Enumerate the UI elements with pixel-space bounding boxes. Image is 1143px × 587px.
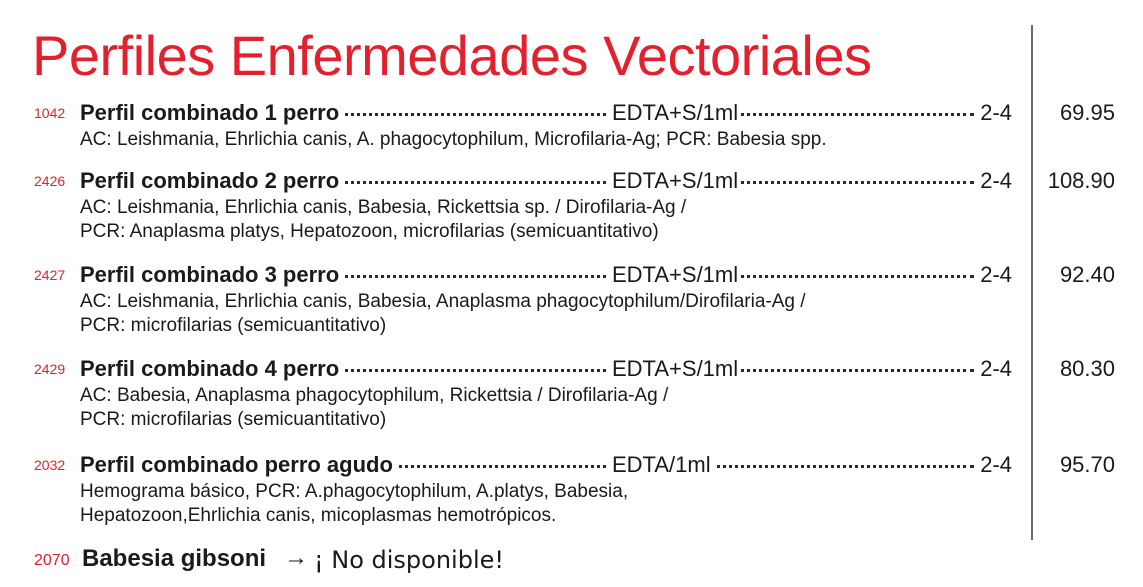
- entry-header: [34, 356, 1014, 386]
- entry-description-line: AC: Leishmania, Ehrlichia canis, A. phagocytophilum, Microfilaria-Ag; PCR: Babesia spp.: [80, 129, 827, 150]
- footer-code: 2070: [34, 552, 70, 569]
- profile-entry: [0, 168, 1143, 250]
- entry-sample: EDTA+S/1ml: [608, 262, 741, 288]
- entry-price: 108.90: [1047, 168, 1115, 193]
- entry-days: 2-4: [977, 452, 1012, 478]
- profile-entry: [0, 262, 1143, 344]
- entry-price: 95.70: [1059, 452, 1115, 477]
- entry-code: 2032: [34, 457, 66, 473]
- entry-description-line: AC: Leishmania, Ehrlichia canis, Babesia, Anaplasma phagocytophilum/Dirofilaria-Ag /: [80, 291, 806, 312]
- profile-entry: [0, 452, 1143, 534]
- entry-description-line: PCR: Anaplasma platys, Hepatozoon, microfilarias (semicuantitativo): [80, 221, 659, 242]
- footer-note: ¡ No disponible!: [314, 546, 505, 574]
- entry-code: 2427: [34, 267, 66, 283]
- entry-description-line: PCR: microfilarias (semicuantitativo): [80, 315, 387, 336]
- entry-header: [34, 262, 1014, 292]
- profile-entry: [0, 100, 1143, 158]
- entry-name: Perfil combinado perro agudo: [80, 452, 396, 478]
- entry-code: 1042: [34, 105, 66, 121]
- entry-sample: EDTA+S/1ml: [608, 356, 741, 382]
- entry-name: Perfil combinado 4 perro: [80, 356, 342, 382]
- entry-price: 69.95: [1059, 100, 1115, 125]
- entry-name: Perfil combinado 3 perro: [80, 262, 342, 288]
- entry-days: 2-4: [977, 168, 1012, 194]
- entry-code: 2429: [34, 361, 66, 377]
- entry-description-line: Hepatozoon,Ehrlichia canis, micoplasmas hemotrópicos.: [80, 505, 557, 526]
- page-title: Perfiles Enfermedades Vectoriales: [32, 24, 872, 87]
- entry-days: 2-4: [977, 100, 1012, 126]
- entry-description: [80, 196, 686, 244]
- entry-sample: EDTA+S/1ml: [608, 100, 741, 126]
- entry-description-line: AC: Leishmania, Ehrlichia canis, Babesia, Rickettsia sp. / Dirofilaria-Ag /: [80, 197, 687, 218]
- entry-header: [34, 100, 1014, 130]
- entry-description-line: AC: Babesia, Anaplasma phagocytophilum, Rickettsia / Dirofilaria-Ag /: [80, 385, 669, 406]
- entry-name: Perfil combinado 2 perro: [80, 168, 342, 194]
- entry-days: 2-4: [977, 356, 1012, 382]
- footer-name: Babesia gibsoni: [82, 545, 267, 572]
- entry-description: [80, 384, 668, 432]
- arrow-right-icon: →: [284, 544, 308, 571]
- entry-description-line: Hemograma básico, PCR: A.phagocytophilum, A.platys, Babesia,: [80, 481, 629, 502]
- entry-description-line: PCR: microfilarias (semicuantitativo): [80, 409, 387, 430]
- entry-description: [80, 128, 827, 152]
- entry-header: [34, 168, 1014, 198]
- entry-sample: EDTA/1ml: [608, 452, 714, 478]
- entry-sample: EDTA+S/1ml: [608, 168, 741, 194]
- entry-price: 80.30: [1059, 356, 1115, 381]
- entry-description: [80, 290, 806, 338]
- entry-code: 2426: [34, 173, 66, 189]
- entry-days: 2-4: [977, 262, 1012, 288]
- profile-entry: [0, 356, 1143, 438]
- entry-price: 92.40: [1059, 262, 1115, 287]
- entry-name: Perfil combinado 1 perro: [80, 100, 342, 126]
- entry-header: [34, 452, 1014, 482]
- entry-description: [80, 480, 628, 528]
